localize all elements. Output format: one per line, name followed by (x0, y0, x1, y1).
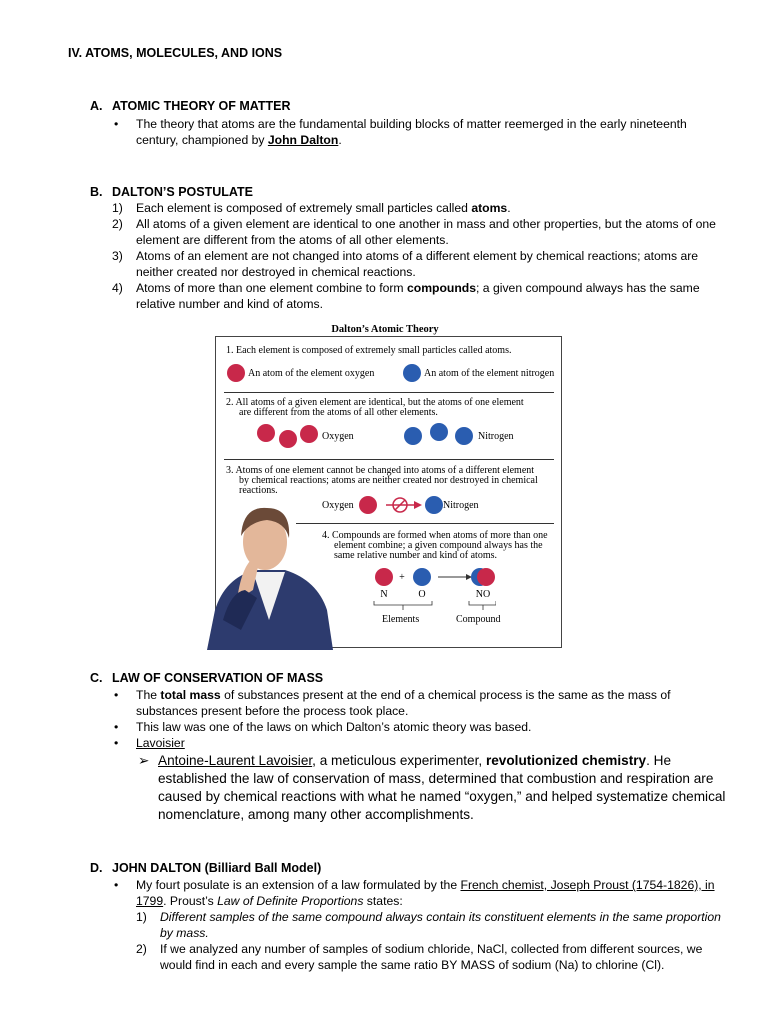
dalton-atomic-theory-figure (205, 320, 565, 665)
section-b-letter: B. (90, 185, 103, 199)
figure-postulate-3-line-2: by chemical reactions; atoms are neither created nor destroyed in chemical (239, 475, 538, 486)
john-dalton-link[interactable]: John Dalton (267, 133, 339, 147)
oxygen-atom (227, 364, 245, 382)
oxygen-atom (257, 424, 275, 442)
antoine-laurent-lavoisier-link[interactable]: Antoine-Laurent Lavoisier (158, 753, 313, 768)
section-a-title: ATOMIC THEORY OF MATTER (112, 99, 291, 113)
chapter-heading: IV. ATOMS, MOLECULES, AND IONS (68, 46, 283, 60)
arrow-bullet-icon: ➢ (138, 753, 150, 768)
lavoisier-sub-item: ➢ Antoine-Laurent Lavoisier, a meticulous experimenter, revolutionized chemistry. He established the law of conservation of mass, determined that combustion and respiration are caused by chemical reactions with what he named “oxygen,” and helped systematize chemical nomenclature, among many other accomplishments. (138, 753, 726, 822)
arrow-head (414, 501, 422, 509)
nitrogen-element-atom (375, 568, 393, 586)
list-item: • The total mass of substances present at the end of a chemical process is the same as the mass of substances present before the process took place. (114, 688, 671, 718)
figure-postulate-3-line-1: 3. Atoms of one element cannot be changed into atoms of a different element (226, 465, 535, 476)
compound-bracket (469, 601, 496, 610)
bullet-icon: • (114, 878, 119, 892)
section-c-heading (90, 670, 323, 686)
section-c-body (112, 687, 732, 824)
section-b-list (112, 200, 732, 312)
section-a-letter: A. (90, 99, 103, 113)
compound-label: Compound (456, 614, 501, 625)
elements-label: Elements (382, 614, 420, 625)
lavoisier-link[interactable]: Lavoisier (136, 736, 185, 750)
bullet-icon: • (114, 736, 119, 750)
list-item: 2) If we analyzed any number of samples of sodium chloride, NaCl, collected from different sources, we would find in each and every sample the same ratio BY MASS of sodium (Na) to chlorine (Cl). (136, 942, 703, 972)
figure-postulate-4-line-3: same relative number and kind of atoms. (334, 550, 498, 561)
nitrogen-atom (455, 427, 473, 445)
label-n: N (380, 589, 388, 600)
postulate-3-transmutation (356, 493, 446, 517)
list-item: 2) All atoms of a given element are identical to one another in mass and other properties, but the atoms of one element are different from the atoms of all other elements. (112, 217, 716, 247)
list-item: 3) Atoms of an element are not changed into atoms of a different element by chemical reactions; atoms are neither created nor destroyed in chemical reactions. (112, 249, 699, 279)
label-o: O (418, 589, 426, 600)
section-a-body (112, 116, 732, 148)
oxygen-atom-label: An atom of the element oxygen (248, 368, 375, 379)
oxygen-element-atom (413, 568, 431, 586)
compound-atom-o (477, 568, 495, 586)
figure-postulate-2-line-2: are different from the atoms of all other elements. (239, 407, 438, 418)
nitrogen-label: Nitrogen (443, 500, 479, 511)
section-d-letter: D. (90, 861, 103, 875)
john-dalton-portrait (205, 500, 335, 650)
list-item: • The theory that atoms are the fundamental building blocks of matter reemerged in the early nineteenth century, championed by John Dalton. (114, 117, 687, 147)
figure-title: Dalton’s Atomic Theory (331, 324, 439, 335)
figure-postulate-1: 1. Each element is composed of extremely small particles called atoms. (226, 345, 512, 356)
oxygen-atom (300, 425, 318, 443)
nitrogen-label: Nitrogen (478, 431, 514, 442)
list-item: 1) Different samples of the same compound always contain its constituent elements in the same proportion by mass. (136, 910, 721, 940)
elements-bracket (374, 601, 432, 610)
section-c-title: LAW OF CONSERVATION OF MASS (112, 671, 324, 685)
list-item: • This law was one of the laws on which Dalton’s atomic theory was based. (114, 720, 532, 734)
section-d-body (112, 877, 732, 973)
section-c-letter: C. (90, 671, 103, 685)
plus-sign: + (399, 572, 405, 583)
section-b-title: DALTON’S POSTULATE (112, 185, 253, 199)
nitrogen-atom (430, 423, 448, 441)
bullet-icon: • (114, 117, 119, 131)
list-item: • My fourt posulate is an extension of a law formulated by the French chemist, Joseph Proust (1754-1826), in 1799. Proust’s Law of Definite Proportions states: (114, 878, 715, 908)
section-b-heading (90, 184, 253, 200)
bullet-icon: • (114, 720, 119, 734)
figure-postulate-2-line-1: 2. All atoms of a given element are identical, but the atoms of one element (226, 397, 524, 408)
list-item: 1) Each element is composed of extremely small particles called atoms. (112, 201, 511, 215)
postulate-2-atoms (256, 421, 516, 451)
nitrogen-atom-label: An atom of the element nitrogen (424, 368, 555, 379)
list-item (112, 735, 732, 751)
section-d-title: JOHN DALTON (Billiard Ball Model) (112, 861, 322, 875)
oxygen-atom (359, 496, 377, 514)
section-a-heading (90, 98, 290, 114)
oxygen-label: Oxygen (322, 431, 354, 442)
oxygen-label: Oxygen (322, 500, 354, 511)
section-d-heading (90, 860, 321, 876)
oxygen-atom (279, 430, 297, 448)
nitrogen-atom (403, 364, 421, 382)
list-item: 4) Atoms of more than one element combine to form compounds; a given compound always has the same relative number and kind of atoms. (112, 281, 700, 311)
divider (224, 392, 554, 393)
bullet-icon: • (114, 688, 119, 702)
label-no: NO (475, 589, 491, 600)
joseph-proust-link[interactable]: French chemist, Joseph Proust (1754-1826), in 1799 (136, 878, 715, 908)
figure-postulate-4-line-2: element combine; a given compound always has the (334, 540, 543, 551)
nitrogen-atom (404, 427, 422, 445)
figure-postulate-4-line-1: 4. Compounds are formed when atoms of more than one (322, 530, 548, 541)
divider (224, 459, 554, 460)
postulate-4-compound-diagram (366, 565, 496, 645)
figure-postulate-3-line-3: reactions. (239, 485, 278, 496)
nitrogen-atom (425, 496, 443, 514)
